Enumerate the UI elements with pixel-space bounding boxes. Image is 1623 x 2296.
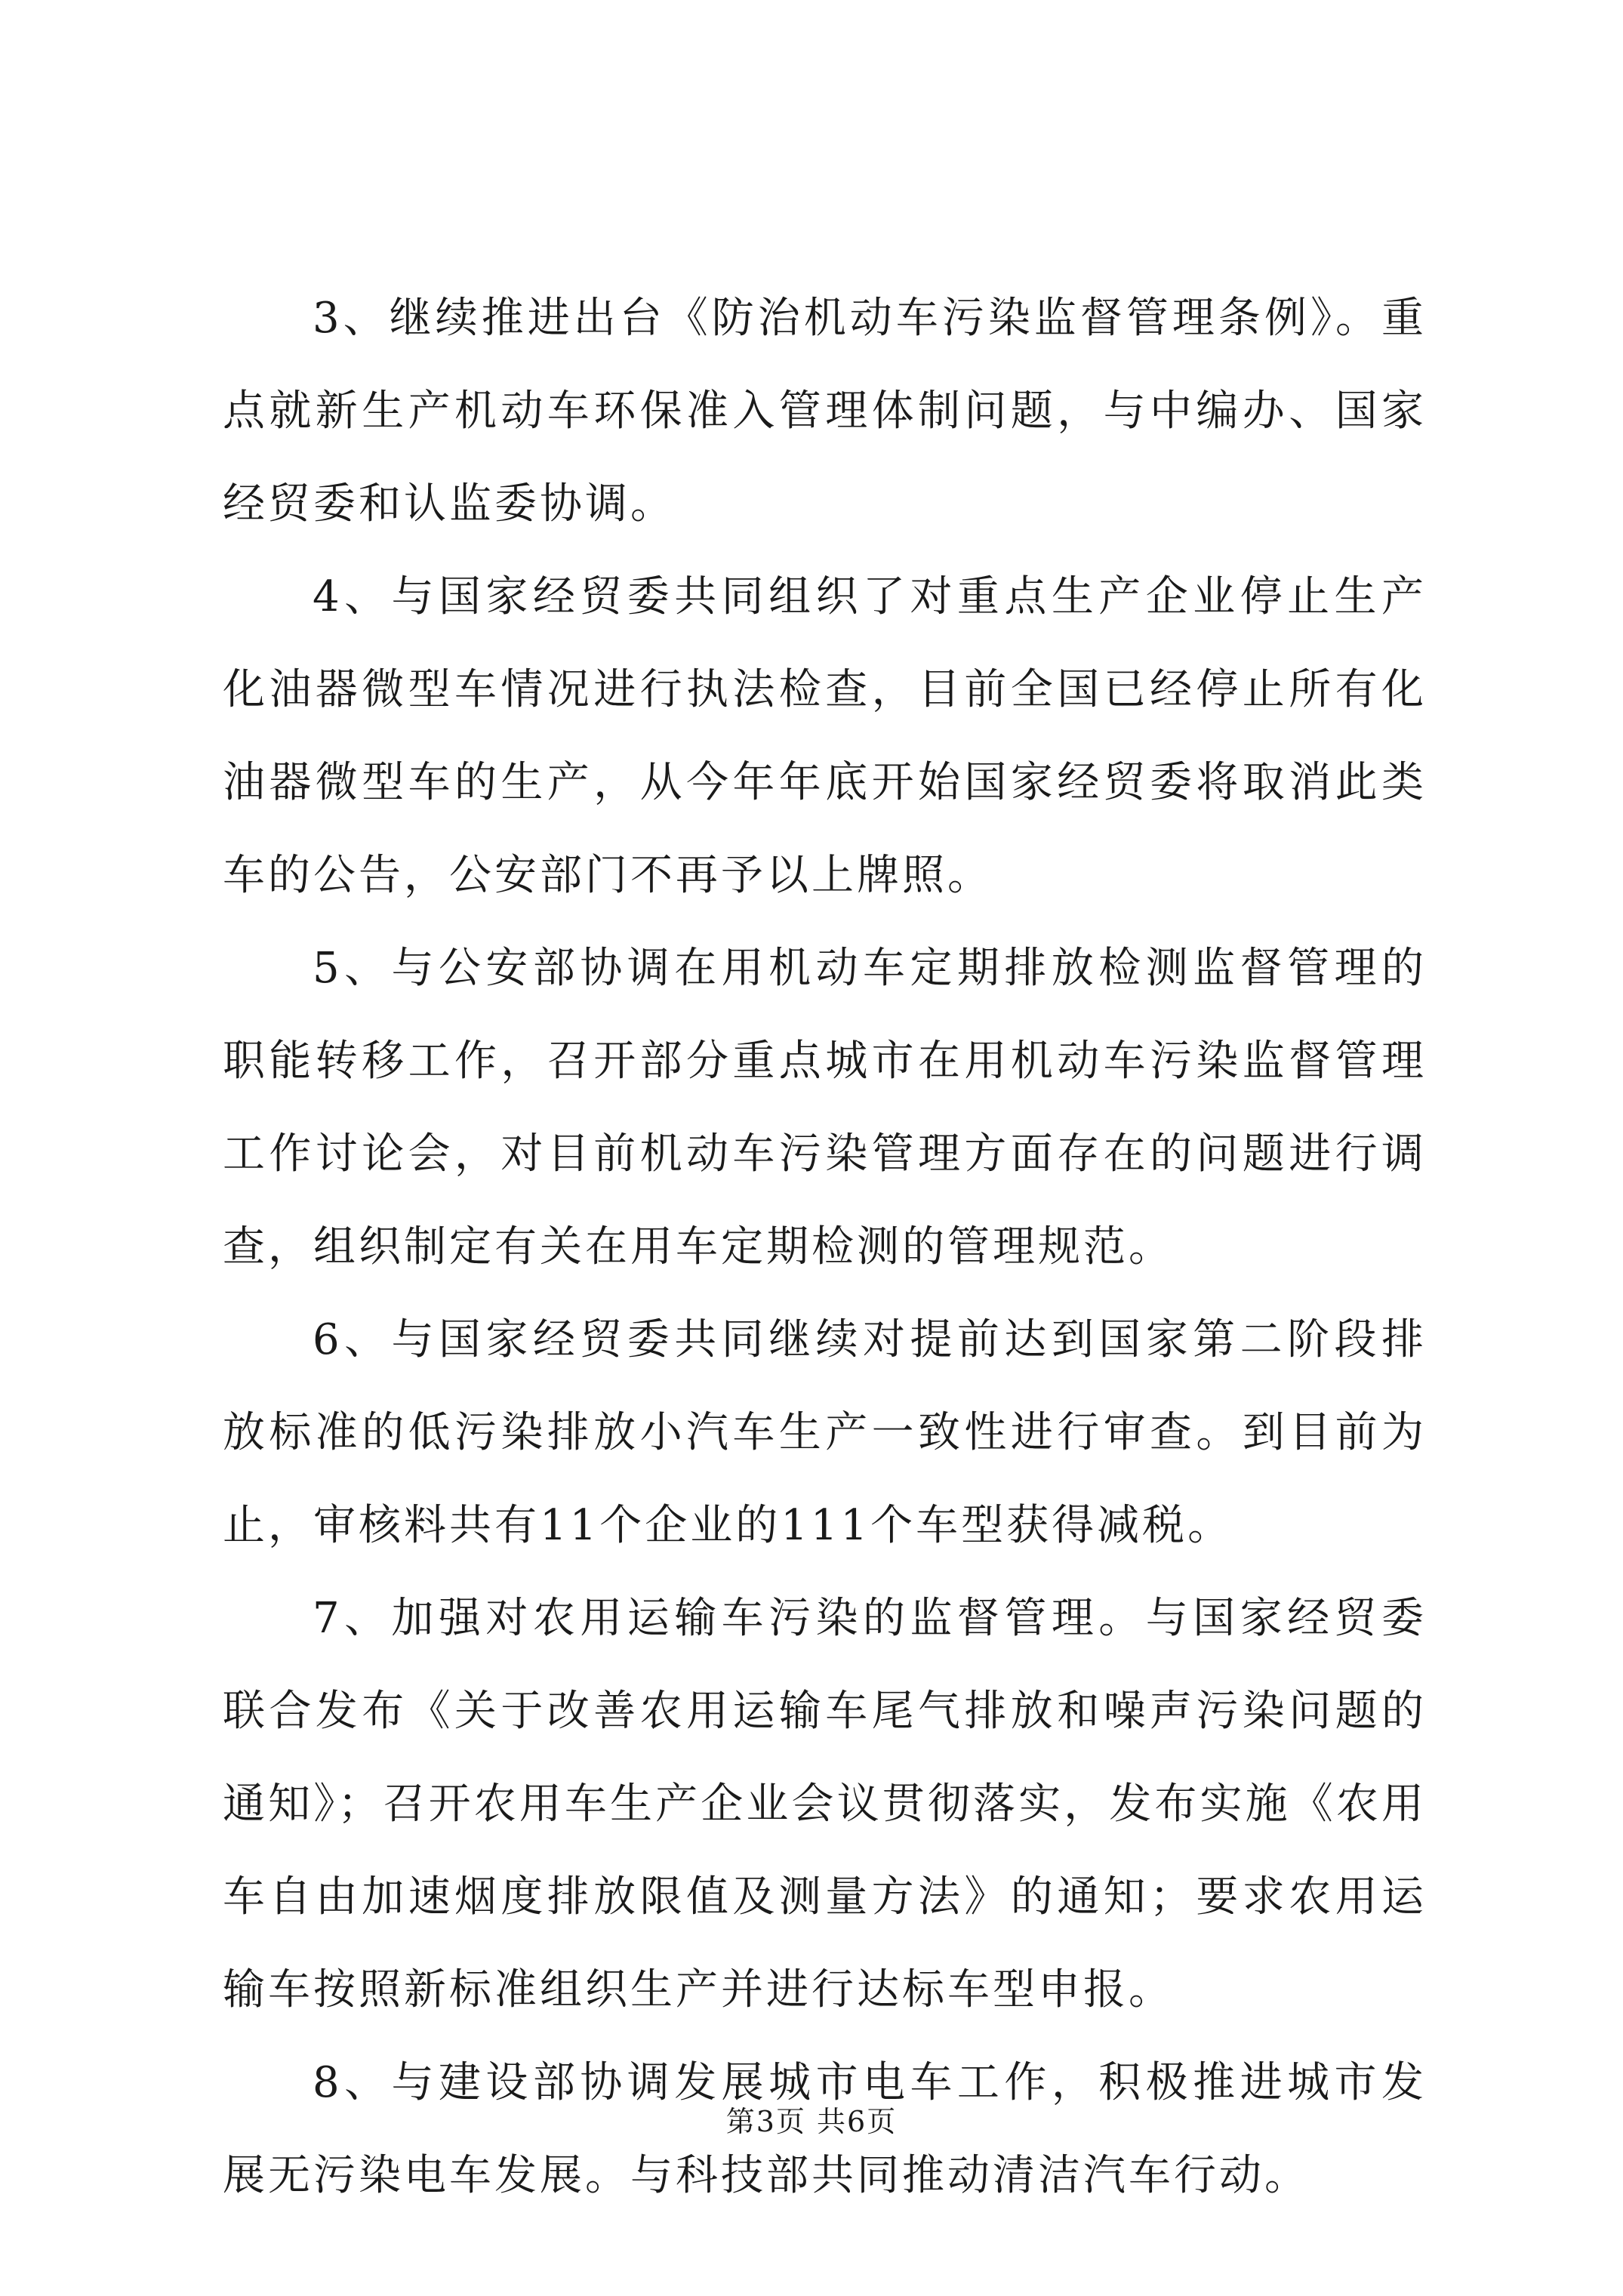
document-body (223, 272, 1427, 2222)
paragraph-6: 6、与国家经贸委共同继续对提前达到国家第二阶段排放标准的低污染排放小汽车生产一致性进行审查。到目前为止，审核料共有11个企业的111个车型获得减税。 (223, 1315, 1427, 1550)
paragraph-4: 4、与国家经贸委共同组织了对重点生产企业停止生产化油器微型车情况进行执法检查，目前全国已经停止所有化油器微型车的生产，从今年年底开始国家经贸委将取消此类车的公告，公安部门不再予以上牌照。 (223, 572, 1427, 900)
paragraph-8: 8、与建设部协调发展城市电车工作，积极推进城市发展无污染电车发展。与科技部共同推动清洁汽车行动。 (223, 2058, 1427, 2200)
paragraph-7: 7、加强对农用运输车污染的监督管理。与国家经贸委联合发布《关于改善农用运输车尾气排放和噪声污染问题的通知》；召开农用车生产企业会议贯彻落实，发布实施《农用车自由加速烟度排放限值及测量方法》的通知；要求农用运输车按照新标准组织生产并进行达标车型申报。 (223, 1594, 1427, 2014)
paragraph-3: 3、继续推进出台《防治机动车污染监督管理条例》。重点就新生产机动车环保准入管理体制问题，与中编办、国家经贸委和认监委协调。 (223, 294, 1427, 529)
paragraph-5: 5、与公安部协调在用机动车定期排放检测监督管理的职能转移工作，召开部分重点城市在用机动车污染监督管理工作讨论会，对目前机动车污染管理方面存在的问题进行调查，组织制定有关在用车定期检测的管理规范。 (223, 944, 1427, 1271)
page-footer: 第3页 共6页 (725, 2105, 898, 2138)
